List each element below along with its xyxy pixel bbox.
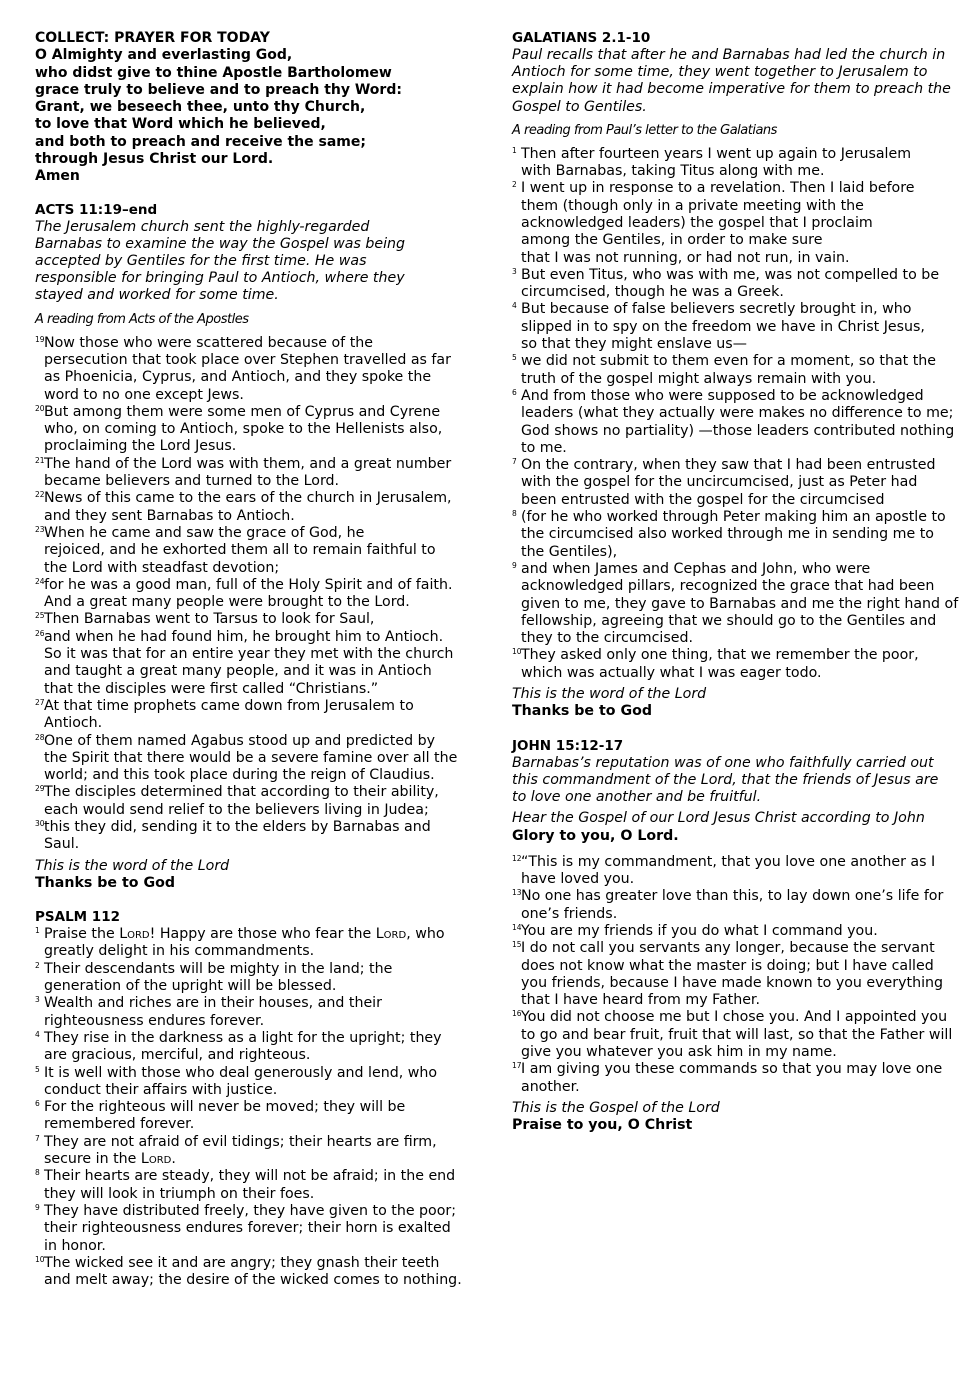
verse-line: one’s friends.: [521, 905, 618, 922]
verse-line: acknowledged pillars, recognized the grace that had been: [521, 578, 935, 595]
verse: [512, 457, 964, 509]
galatians-response-prompt: This is the word of the Lord: [512, 686, 707, 703]
intro-line: accepted by Gentiles for the first time. He was: [35, 253, 367, 270]
acts-verses: [35, 335, 475, 854]
verse-line: truth of the gospel might always remain with you.: [521, 370, 877, 387]
john-heading: JOHN 15:12-17: [512, 737, 624, 754]
verse: [512, 854, 964, 889]
verse-line: in honor.: [44, 1237, 106, 1254]
collect-title: COLLECT: PRAYER FOR TODAY: [35, 30, 270, 46]
verse-line: the Gentiles),: [521, 543, 618, 560]
verse: [512, 647, 964, 682]
verse-line: 7 On the contrary, when they saw that I had been entrusted: [512, 457, 936, 474]
galatians-heading: GALATIANS 2.1-10: [512, 30, 651, 46]
verse-line: they will look in triumph on their foes.: [44, 1185, 315, 1202]
verse-line: and taught a great many people, and it was in Antioch: [44, 663, 432, 680]
verse: [35, 577, 475, 612]
galatians-verses: [512, 146, 964, 682]
verse-line: and they sent Barnabas to Antioch.: [44, 507, 295, 524]
verse-line: 3 But even Titus, who was with me, was not compelled to be: [512, 266, 940, 283]
verse: [35, 611, 475, 628]
verse-line: became believers and turned to the Lord.: [44, 473, 340, 490]
intro-line: to love one another and be fruitful.: [512, 789, 762, 806]
collect-line: grace truly to believe and to preach thy Word:: [35, 81, 402, 98]
verse-line: 10They asked only one thing, that we remember the poor,: [512, 647, 919, 664]
verse-line: 2 I went up in response to a revelation. Then I laid before: [512, 180, 915, 197]
verse-line: they to the circumcised.: [521, 630, 693, 647]
verse-line: 4 But because of false believers secretly brought in, who: [512, 301, 912, 318]
verse: [512, 267, 964, 302]
psalm-heading: PSALM 112: [35, 909, 120, 926]
verse-line: conduct their affairs with justice.: [44, 1081, 278, 1098]
verse: [512, 1061, 964, 1096]
collect-line: Grant, we beseech thee, unto thy Church,: [35, 99, 366, 116]
collect-line: O Almighty and everlasting God,: [35, 47, 293, 64]
psalm-verses: [35, 926, 475, 1289]
verse-line: 21The hand of the Lord was with them, and a great number: [35, 455, 452, 472]
verse: [512, 1009, 964, 1061]
verse-line: another.: [521, 1078, 580, 1095]
collect-amen: Amen: [35, 168, 80, 185]
verse-line: are gracious, merciful, and righteous.: [44, 1047, 311, 1064]
collect-prayer: [35, 30, 475, 186]
verse-line: leaders (what they actually were makes no difference to me;: [521, 405, 954, 422]
verse-line: righteousness endures forever.: [44, 1012, 265, 1029]
verse-line: have loved you.: [521, 871, 635, 888]
verse-line: 27At that time prophets came down from Jerusalem to: [35, 697, 414, 714]
left-column: [35, 30, 475, 1289]
verse-line: 12“This is my commandment, that you love one another as I: [512, 853, 936, 870]
verse-line: So it was that for an entire year they met with the church: [44, 646, 454, 663]
acts-intro: [35, 219, 475, 305]
verse: [512, 888, 964, 923]
verse-line: acknowledged leaders) the gospel that I proclaim: [521, 215, 873, 231]
verse-line: 17I am giving you these commands so that you may love one: [512, 1061, 943, 1078]
verse-line: give you whatever you ask him in my name.: [521, 1044, 837, 1061]
verse: [35, 698, 475, 733]
verse-line: 29The disciples determined that according to their ability,: [35, 784, 439, 801]
verse-line: 19Now those who were scattered because of the: [35, 334, 373, 351]
verse-line: 5 we did not submit to them even for a moment, so that the: [512, 353, 937, 370]
verse-line: 24for he was a good man, full of the Holy Spirit and of faith.: [35, 576, 453, 593]
verse-line: slipped in to spy on the freedom we have in Christ Jesus,: [521, 318, 925, 335]
john-response: Praise to you, O Christ: [512, 1117, 693, 1134]
verse: [512, 940, 964, 1009]
verse: [35, 335, 475, 404]
verse-line: 1 Praise the Lord! Happy are those who fear the Lord, who: [35, 926, 445, 943]
verse-line: each would send relief to the believers living in Judea;: [44, 801, 429, 818]
verse-line: the Lord with steadfast devotion;: [44, 559, 280, 576]
verse-line: 30this they did, sending it to the elders by Barnabas and: [35, 819, 431, 835]
verse-line: 25Then Barnabas went to Tarsus to look for Saul,: [35, 611, 375, 628]
verse-line: Saul.: [44, 836, 80, 853]
collect-line: to love that Word which he believed,: [35, 116, 326, 133]
verse-line: them (though only in a private meeting with the: [521, 197, 864, 214]
verse-line: fellowship, agreeing that we should go to the Gentiles and: [521, 612, 937, 629]
verse: [35, 490, 475, 525]
verse-line: given to me, they gave to Barnabas and me the right hand of: [521, 595, 959, 612]
verse-line: as Phoenicia, Cyprus, and Antioch, and they spoke the: [44, 369, 432, 386]
verse: [35, 1168, 475, 1203]
verse-line: circumcised, though he was a Greek.: [521, 284, 784, 301]
intro-line: Antioch for some time, they went together to Jerusalem to: [512, 64, 928, 81]
verse-line: greatly delight in his commandments.: [44, 943, 315, 960]
verse-line: rejoiced, and he exhorted them all to remain faithful to: [44, 542, 436, 559]
john-gospel-prompt: Hear the Gospel of our Lord Jesus Christ according to John: [512, 810, 925, 827]
intro-line: responsible for bringing Paul to Antioch, where they: [35, 270, 405, 287]
verse: [512, 388, 964, 457]
verse-line: 6 And from those who were supposed to be acknowledged: [512, 387, 924, 404]
verse: [35, 733, 475, 785]
verse-line: you friends, because I have made known to you everything: [521, 974, 944, 991]
intro-line: Gospel to Gentiles.: [512, 98, 647, 115]
galatians-section: [512, 30, 964, 721]
verse-line: to go and bear fruit, fruit that will last, so that the Father will: [521, 1026, 953, 1043]
verse-line: their righteousness endures forever; their horn is exalted: [44, 1220, 451, 1237]
verse: [35, 1134, 475, 1169]
verse: [512, 180, 964, 266]
verse-line: with Barnabas, taking Titus along with me.: [521, 163, 825, 180]
acts-reading-from: A reading from Acts of the Apostles: [35, 311, 249, 327]
verse: [35, 525, 475, 577]
verse: [35, 961, 475, 996]
verse-line: word to no one except Jews.: [44, 386, 244, 403]
verse: [512, 146, 964, 181]
galatians-response: Thanks be to God: [512, 703, 653, 720]
acts-response-prompt: This is the word of the Lord: [35, 857, 230, 874]
verse-line: 28One of them named Agabus stood up and predicted by: [35, 732, 436, 749]
john-intro: [512, 755, 964, 807]
verse-line: the Spirit that there would be a severe famine over all the: [44, 749, 458, 766]
verse-line: that I was not running, or had not run, in vain.: [521, 249, 850, 266]
verse-line: 15I do not call you servants any longer, because the servant: [512, 940, 935, 957]
verse-line: 5 It is well with those who deal generously and lend, who: [35, 1064, 438, 1081]
verse-line: And a great many people were brought to the Lord.: [44, 594, 410, 611]
john-response-prompt: This is the Gospel of the Lord: [512, 1099, 720, 1116]
verse-line: so that they might enslave us—: [521, 336, 747, 353]
verse-line: 10The wicked see it and are angry; they gnash their teeth: [35, 1254, 440, 1271]
acts-heading: ACTS 11:19–end: [35, 201, 158, 218]
verse-line: 9 and when James and Cephas and John, who were: [512, 560, 871, 577]
verse: [35, 1099, 475, 1134]
verse-line: that the disciples were first called “Christians.”: [44, 680, 379, 697]
verse-line: persecution that took place over Stephen travelled as far: [44, 351, 451, 368]
verse: [35, 629, 475, 698]
john-verses: [512, 854, 964, 1096]
verse-line: 1 Then after fourteen years I went up again to Jerusalem: [512, 145, 912, 162]
verse: [512, 923, 964, 940]
verse-line: and melt away; the desire of the wicked comes to nothing.: [44, 1272, 462, 1289]
verse-line: 23When he came and saw the grace of God, he: [35, 524, 365, 541]
verse-line: proclaiming the Lord Jesus.: [44, 438, 237, 455]
collect-line: who didst give to thine Apostle Bartholomew: [35, 64, 392, 81]
acts-section: [35, 202, 475, 893]
verse-line: remembered forever.: [44, 1116, 195, 1133]
verse: [512, 353, 964, 388]
verse: [35, 926, 475, 961]
verse: [35, 404, 475, 456]
verse-line: 9 They have distributed freely, they have given to the poor;: [35, 1202, 457, 1219]
right-column: [512, 30, 964, 1135]
intro-line: stayed and worked for some time.: [35, 287, 279, 304]
verse: [35, 1203, 475, 1255]
verse-line: with the gospel for the uncircumcised, just as Peter had: [521, 474, 918, 491]
verse-line: that I have heard from my Father.: [521, 992, 760, 1009]
verse: [35, 819, 475, 854]
verse-line: 26and when he had found him, he brought him to Antioch.: [35, 628, 444, 645]
verse: [35, 995, 475, 1030]
verse-line: which was actually what I was eager todo.: [521, 664, 822, 681]
psalm-section: [35, 909, 475, 1289]
intro-line: Barnabas’s reputation was of one who faithfully carried out: [512, 754, 934, 771]
verse: [35, 1255, 475, 1290]
acts-response: Thanks be to God: [35, 874, 176, 891]
verse-line: the circumcised also worked through me in sending me to: [521, 526, 934, 543]
verse-line: who, on coming to Antioch, spoke to the Hellenists also,: [44, 421, 443, 438]
verse-line: 8 Their hearts are steady, they will not be afraid; in the end: [35, 1168, 456, 1185]
verse: [512, 301, 964, 353]
john-gospel-response: Glory to you, O Lord.: [512, 827, 679, 844]
verse-line: 22News of this came to the ears of the church in Jerusalem,: [35, 490, 452, 507]
verse-line: 16You did not choose me but I chose you. And I appointed you: [512, 1009, 948, 1026]
verse: [35, 1030, 475, 1065]
intro-line: this commandment of the Lord, that the friends of Jesus are: [512, 771, 939, 788]
verse: [512, 561, 964, 647]
verse-line: 14You are my friends if you do what I command you.: [512, 923, 878, 939]
intro-line: explain how it had become imperative for them to preach the: [512, 81, 951, 98]
collect-line: and both to preach and receive the same;: [35, 133, 366, 150]
verse-line: 4 They rise in the darkness as a light for the upright; they: [35, 1029, 442, 1046]
collect-line: through Jesus Christ our Lord.: [35, 151, 274, 168]
intro-line: Barnabas to examine the way the Gospel was being: [35, 235, 406, 252]
verse: [35, 456, 475, 491]
verse-line: to me.: [521, 439, 567, 456]
verse-line: among the Gentiles, in order to make sure: [521, 232, 823, 249]
verse-line: generation of the upright will be blessed.: [44, 978, 337, 995]
verse: [512, 509, 964, 561]
verse-line: 3 Wealth and riches are in their houses, and their: [35, 995, 382, 1012]
galatians-reading-from: A reading from Paul’s letter to the Galatians: [512, 122, 777, 138]
verse-line: does not know what the master is doing; but I have called: [521, 957, 934, 974]
verse-line: 7 They are not afraid of evil tidings; their hearts are firm,: [35, 1133, 437, 1150]
verse-line: 2 Their descendants will be mighty in the land; the: [35, 960, 393, 977]
john-section: [512, 738, 964, 1135]
verse-line: world; and this took place during the reign of Claudius.: [44, 767, 435, 784]
verse-line: Antioch.: [44, 715, 103, 732]
intro-line: Paul recalls that after he and Barnabas had led the church in: [512, 47, 946, 63]
verse-line: 6 For the righteous will never be moved; they will be: [35, 1099, 406, 1116]
verse-line: 8 (for he who worked through Peter making him an apostle to: [512, 509, 946, 526]
galatians-intro: [512, 47, 964, 116]
verse: [35, 1065, 475, 1100]
verse: [35, 784, 475, 819]
verse-line: 13No one has greater love than this, to lay down one’s life for: [512, 888, 944, 905]
verse-line: secure in the Lord.: [44, 1151, 176, 1168]
intro-line: The Jerusalem church sent the highly-regarded: [35, 218, 370, 235]
verse-line: been entrusted with the gospel for the circumcised: [521, 491, 885, 508]
verse-line: God shows no partiality) —those leaders contributed nothing: [521, 422, 955, 439]
verse-line: 20But among them were some men of Cyprus and Cyrene: [35, 403, 441, 420]
